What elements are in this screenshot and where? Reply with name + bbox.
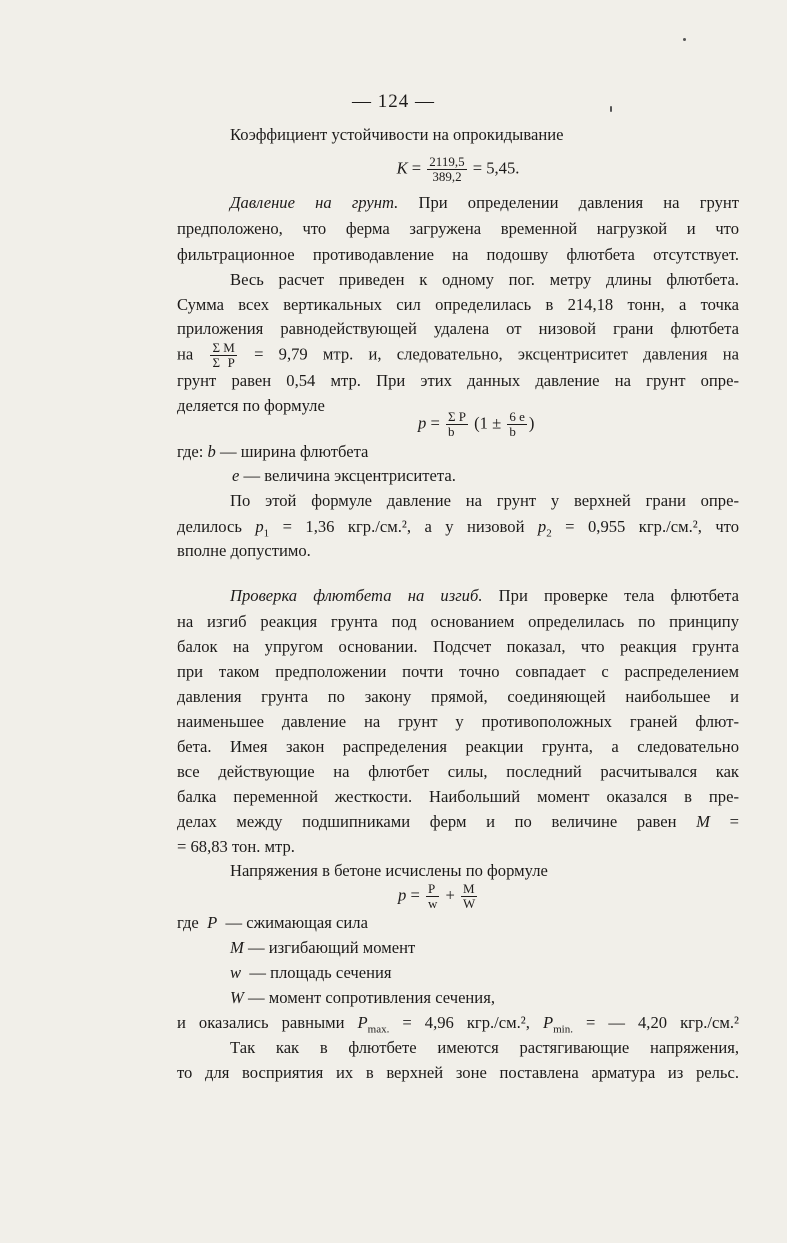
text-line: балок на упругом основании. Подсчет показал, что реакция грунта	[177, 637, 739, 656]
text-line: Так как в флютбете имеются растягивающие напряжения,	[230, 1038, 739, 1057]
text-line: Сумма всех вертикальных сил определилась в 214,18 тонн, а точка	[177, 295, 739, 314]
text-line: где P — сжимающая сила	[177, 913, 368, 932]
text-line: предположено, что ферма загружена временной нагрузкой и что	[177, 219, 739, 238]
text-line: По этой формуле давление на грунт у верхней грани опре-	[230, 491, 739, 510]
text-line: грунт равен 0,54 мтр. При этих данных давление на грунт опре-	[177, 371, 739, 390]
text-line: e — величина эксцентриситета.	[232, 466, 456, 485]
text-line: все действующие на флютбет силы, последний расчитывался как	[177, 762, 739, 781]
text-line: на $\frac{\text{Σ M}}{\text{Σ P}}$ = 9,79 мтр. и, следовательно, эксцентриситет давления на	[177, 340, 739, 370]
text-line: на изгиб реакция грунта под основанием определилась по принципу	[177, 612, 739, 631]
text-line: = 68,83 тон. мтр.	[177, 837, 295, 856]
text-line: фильтрационное противодавление на подошву флютбета отсутствует.	[177, 245, 739, 264]
text-line: приложения равнодействующей удалена от низовой грани флютбета	[177, 319, 739, 338]
text-line: то для восприятия их в верхней зоне поставлена арматура из рельс.	[177, 1063, 739, 1082]
text-line: w — площадь сечения	[230, 963, 392, 982]
text-line: где: b — ширина флютбета	[177, 442, 369, 461]
text-line: Весь расчет приведен к одному пог. метру длины флютбета.	[230, 270, 739, 289]
text-line: и оказались равными $P_{max.} = 4,96$ кгр./см.², $P_{min.}$ = — 4,20 кгр./см.²	[177, 1013, 739, 1036]
speck	[610, 106, 612, 112]
text-line: делах между подшипниками ферм и по величине равен M =	[177, 812, 739, 831]
text-line: W — момент сопротивления сечения,	[230, 988, 495, 1007]
text-line: наименьшее давление на грунт у противоположных граней флют-	[177, 712, 739, 731]
text-line: M — изгибающий момент	[230, 938, 416, 957]
speck	[683, 38, 686, 41]
text-line: делилось $p_1 = 1,36$ кгр./см.², а у низовой $p_2 = 0,955$ кгр./см.², что	[177, 517, 739, 540]
text-line: давления грунта по закону прямой, соединяющей наибольшее и	[177, 687, 739, 706]
text-line: Проверка флютбета на изгиб. При проверке тела флютбета	[230, 586, 739, 605]
text-line: Давление на грунт. При определении давления на грунт	[230, 193, 740, 212]
text-line: деляется по формуле	[177, 396, 325, 415]
formula-stress: p = $\frac{P}{w}$ + $\frac{M}{W}$	[398, 881, 476, 911]
text-line: вполне допустимо.	[177, 541, 311, 560]
text-line: Напряжения в бетоне исчислены по формуле	[230, 861, 548, 880]
page-number: — 124 —	[352, 91, 435, 112]
text-line: балка переменной жесткости. Наибольший момент оказался в пре-	[177, 787, 739, 806]
text-line: бета. Имея закон распределения реакции грунта, а следовательно	[177, 737, 739, 756]
formula-pressure: p = $\frac{\text{Σ P}}{b}$ (1 ± $\frac{6 e}{b}$ )	[418, 409, 535, 439]
formula-k: K = $\frac{2119,5}{389,2}$ = 5,45.	[396, 154, 520, 184]
text-line: Коэффициент устойчивости на опрокидывание	[230, 125, 564, 144]
text-line: при таком предположении почти точно совпадает с распределением	[177, 662, 739, 681]
